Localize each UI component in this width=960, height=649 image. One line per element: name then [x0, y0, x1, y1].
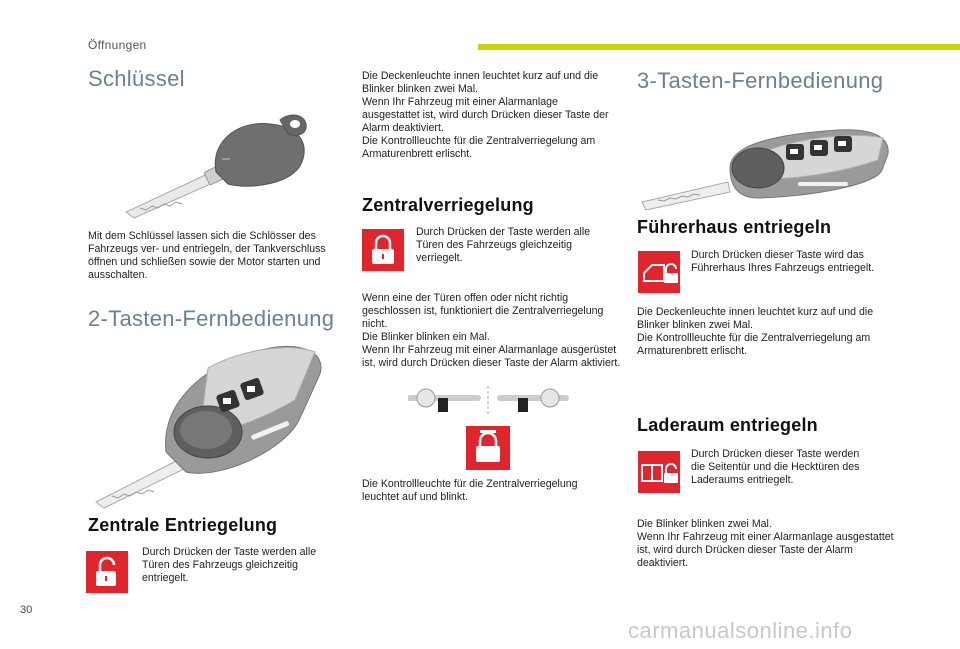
- cab-unlock-text: Durch Drücken dieser Taste wird das Führerhaus Ihres Fahrzeugs entriegelt.: [691, 249, 875, 274]
- cab-unlock-title: Führerhaus entriegeln: [637, 217, 832, 237]
- cab-unlock-icon: [638, 251, 680, 293]
- unlock-icon: [86, 551, 128, 593]
- cab-unlock-note: Die Deckenleuchte innen leuchtet kurz auf und die Blinker blinken zwei Mal. Die Kontrollleuchte für die Zentralverriegelung am Armaturenbrett erlischt.: [637, 306, 874, 357]
- header-accent-bar: [478, 44, 960, 50]
- page-number: 30: [20, 604, 33, 616]
- section-label: Öffnungen: [88, 38, 147, 52]
- lock-text: Durch Drücken der Taste werden alle Türen des Fahrzeugs gleichzeitig verriegelt.: [416, 226, 591, 264]
- cargo-unlock-text: Durch Drücken dieser Taste werden die Seitentür und die Hecktüren des Laderaums entriegelt.: [691, 448, 860, 486]
- cargo-unlock-note: Die Blinker blinken zwei Mal. Wenn Ihr Fahrzeug mit einer Alarmanlage ausgestattet ist, wird durch Drücken dieser Taste der Alarm deaktiviert.: [637, 518, 894, 569]
- indicator-text: Die Kontrollleuchte für die Zentralverriegelung leuchtet auf und blinkt.: [362, 478, 578, 503]
- dashboard-indicator-illustration: [408, 384, 578, 474]
- remote2-title: 2-Tasten-Fernbedienung: [88, 306, 335, 331]
- key-illustration: [120, 100, 320, 220]
- remote2-illustration: [90, 340, 330, 510]
- lock-icon: [362, 229, 404, 271]
- central-unlock-title: Zentrale Entriegelung: [88, 515, 278, 535]
- key-description: Mit dem Schlüssel lassen sich die Schlösser des Fahrzeugs ver- und entriegeln, der Tankverschluss öffnen und schließen sowie der Motor starten und ausschalten.: [88, 230, 326, 281]
- watermark: carmanualsonline.info: [628, 618, 853, 643]
- key-title: Schlüssel: [88, 66, 185, 91]
- central-unlock-text: Durch Drücken der Taste werden alle Türen des Fahrzeugs gleichzeitig entriegelt.: [142, 546, 317, 584]
- remote3-title: 3-Tasten-Fernbedienung: [637, 68, 884, 93]
- remote3-illustration: [638, 120, 898, 210]
- unlock-info-text: Die Deckenleuchte innen leuchtet kurz auf und die Blinker blinken zwei Mal. Wenn Ihr Fahrzeug mit einer Alarmanlage ausgestattet ist, wird durch Drücken dieser Taste der Alarm deaktiviert. Die Kontrollleuchte für die Zentralverriegelung am Armaturenbrett erlischt.: [362, 70, 609, 160]
- cargo-unlock-icon: [638, 451, 680, 493]
- cargo-unlock-title: Laderaum entriegeln: [637, 415, 818, 435]
- lock-note: Wenn eine der Türen offen oder nicht richtig geschlossen ist, funktioniert die Zentralverriegelung nicht. Die Blinker blinken ein Mal. Wenn Ihr Fahrzeug mit einer Alarmanlage ausgerüstet ist, wird durch Drücken dieser Taste der Alarm aktiviert.: [362, 292, 621, 369]
- lock-title: Zentralverriegelung: [362, 195, 534, 215]
